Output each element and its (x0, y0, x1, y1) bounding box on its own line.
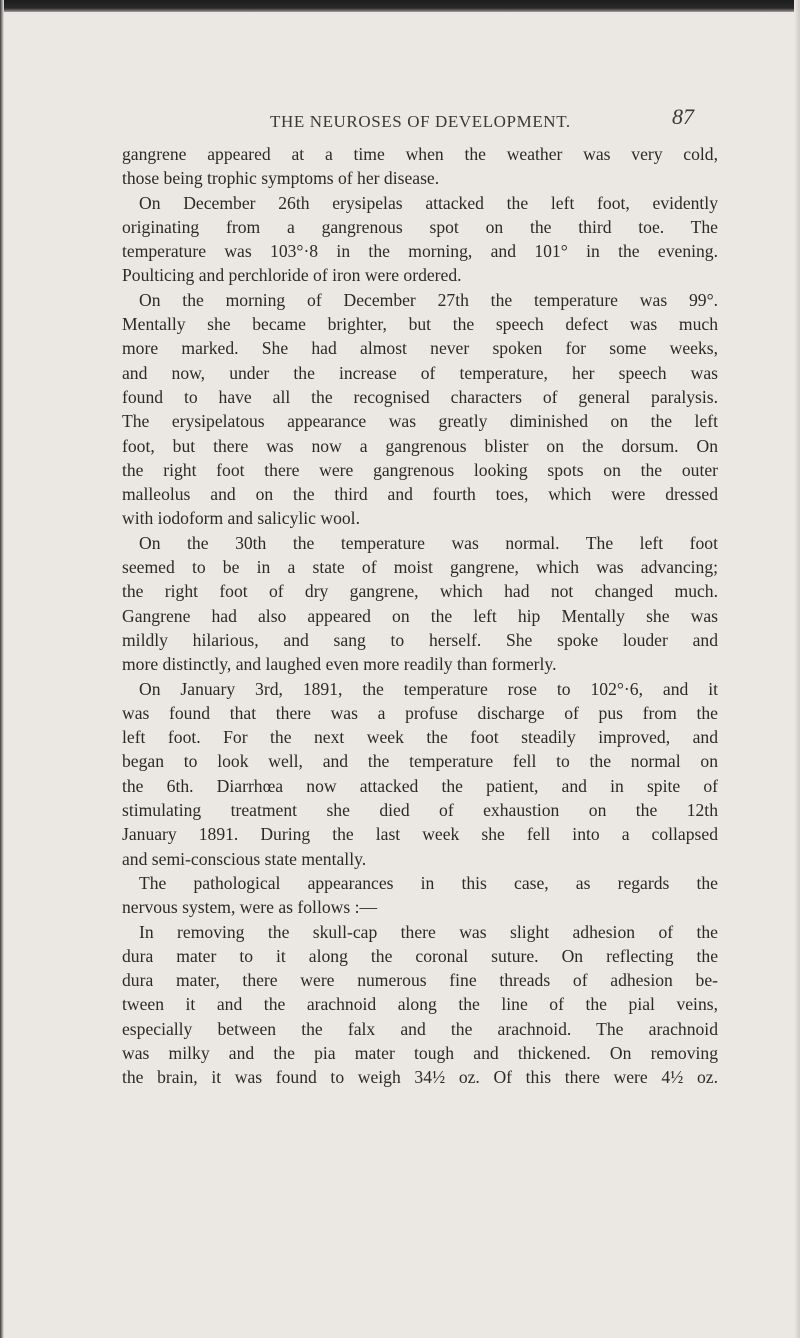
text-line: On December 26th erysipelas attacked the left foot, evidently (139, 192, 718, 213)
page-left-shadow (0, 0, 4, 1338)
text-line: dura mater to it along the coronal suture. On reflecting the (122, 945, 718, 966)
text-line: January 1891. During the last week she fell into a collapsed (122, 824, 718, 845)
text-line: seemed to be in a state of moist gangrene, which was advancing; (122, 557, 718, 578)
text-line: The pathological appearances in this case, as regards the (139, 872, 718, 893)
text-line: foot, but there was now a gangrenous blister on the dorsum. On (122, 435, 718, 456)
text-line: On the morning of December 27th the temperature was 99°. (139, 289, 718, 310)
page-right-edge (794, 0, 800, 1338)
page-number: 87 (672, 104, 694, 129)
text-line: left foot. For the next week the foot steadily improved, and (122, 727, 718, 748)
text-line: the 6th. Diarrhœa now attacked the patient, and in spite of (122, 775, 718, 796)
text-line: Poulticing and perchloride of iron were ordered. (122, 265, 462, 286)
text-line: The erysipelatous appearance was greatly diminished on the left (122, 411, 718, 432)
text-line: and now, under the increase of temperature, her speech was (122, 362, 718, 383)
body-text (122, 142, 718, 1090)
text-line: and semi-conscious state mentally. (122, 848, 367, 869)
text-line: tween it and the arachnoid along the line of the pial veins, (122, 994, 718, 1015)
text-line: was milky and the pia mater tough and thickened. On removing (122, 1042, 718, 1063)
text-line: On January 3rd, 1891, the temperature rose to 102°·6, and it (139, 678, 718, 699)
page-top-shadow (0, 0, 800, 12)
text-line: began to look well, and the temperature fell to the normal on (122, 751, 718, 772)
text-line: found to have all the recognised characters of general paralysis. (122, 386, 718, 407)
text-line: gangrene appeared at a time when the weather was very cold, (122, 144, 718, 164)
text-line: mildly hilarious, and sang to herself. She spoke louder and (122, 629, 718, 650)
text-line: the brain, it was found to weigh 34½ oz. Of this there were 4½ oz. (122, 1067, 718, 1088)
text-line: malleolus and on the third and fourth toes, which were dressed (122, 484, 718, 505)
text-line: originating from a gangrenous spot on the third toe. The (122, 216, 718, 237)
running-head: THE NEUROSES OF DEVELOPMENT. (270, 112, 571, 131)
text-line: more distinctly, and laughed even more readily than formerly. (122, 654, 557, 675)
text-line: On the 30th the temperature was normal. The left foot (139, 532, 718, 553)
text-line: those being trophic symptoms of her disease. (122, 168, 440, 189)
text-line: stimulating treatment she died of exhaustion on the 12th (122, 800, 718, 821)
text-line: dura mater, there were numerous fine threads of adhesion be- (122, 970, 718, 991)
text-line: the right foot of dry gangrene, which had not changed much. (122, 581, 718, 602)
text-line: Gangrene had also appeared on the left hip Mentally she was (122, 605, 718, 626)
text-line: especially between the falx and the arachnoid. The arachnoid (122, 1018, 718, 1039)
text-line: Mentally she became brighter, but the speech defect was much (122, 314, 718, 335)
text-line: the right foot there were gangrenous looking spots on the outer (122, 459, 718, 480)
text-line: nervous system, were as follows :— (122, 897, 378, 918)
text-line: with iodoform and salicylic wool. (122, 508, 360, 529)
text-line: In removing the skull-cap there was slight adhesion of the (139, 921, 718, 942)
text-line: was found that there was a profuse discharge of pus from the (122, 702, 718, 723)
text-line: more marked. She had almost never spoken for some weeks, (122, 338, 718, 359)
text-line: temperature was 103°·8 in the morning, and 101° in the evening. (122, 241, 718, 262)
